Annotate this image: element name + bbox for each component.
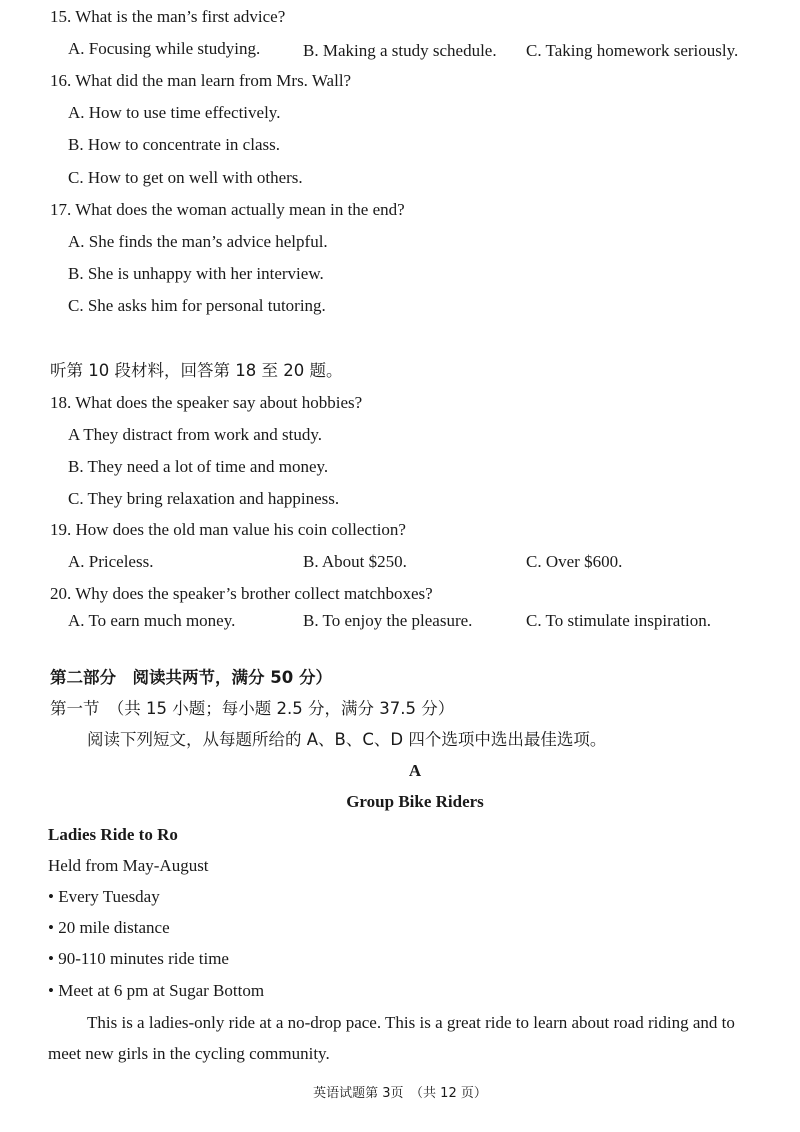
q18-option-c: C. They bring relaxation and happiness. bbox=[68, 489, 340, 508]
passage-label: A bbox=[408, 761, 422, 780]
q19-option-a: A. Priceless. bbox=[68, 552, 154, 571]
q15-option-a: A. Focusing while studying. bbox=[68, 39, 261, 58]
bullet-item: • Meet at 6 pm at Sugar Bottom bbox=[48, 981, 265, 1000]
q18-question: 18. What does the speaker say about hobbies? bbox=[50, 393, 363, 412]
part2-heading: 第二部分 阅读共两节，满分 50 分） bbox=[50, 668, 332, 687]
passage-body-line2: meet new girls in the cycling community. bbox=[48, 1044, 330, 1063]
section10-instruction: 听第 10 段材料，回答第 18 至 20 题。 bbox=[50, 361, 343, 380]
passage-body-line1: This is a ladies-only ride at a no-drop pace. This is a great ride to learn about road riding and to bbox=[87, 1013, 735, 1032]
passage-held: Held from May-August bbox=[48, 856, 209, 875]
q16-option-c: C. How to get on well with others. bbox=[68, 168, 303, 187]
bullet-item: • Every Tuesday bbox=[48, 887, 160, 906]
bullet-item: • 20 mile distance bbox=[48, 918, 170, 937]
q19-option-c: C. Over $600. bbox=[526, 552, 623, 571]
q16-option-a: A. How to use time effectively. bbox=[68, 103, 281, 122]
q15-option-b: B. Making a study schedule. bbox=[303, 41, 497, 60]
bullet-item: • 90-110 minutes ride time bbox=[48, 949, 229, 968]
passage-title: Group Bike Riders bbox=[346, 792, 484, 811]
q16-option-b: B. How to concentrate in class. bbox=[68, 135, 280, 154]
q17-question: 17. What does the woman actually mean in the end? bbox=[50, 200, 405, 219]
q17-option-b: B. She is unhappy with her interview. bbox=[68, 264, 324, 283]
passage-subtitle: Ladies Ride to Ro bbox=[48, 825, 178, 844]
q17-option-c: C. She asks him for personal tutoring. bbox=[68, 296, 326, 315]
q20-option-a: A. To earn much money. bbox=[68, 611, 236, 630]
q20-option-c: C. To stimulate inspiration. bbox=[526, 611, 712, 630]
q15-question: 15. What is the man’s first advice? bbox=[50, 7, 286, 26]
page-footer: 英语试题第 3页 （共 12 页） bbox=[313, 1086, 487, 1101]
q19-question: 19. How does the old man value his coin collection? bbox=[50, 520, 406, 539]
q18-option-a: A They distract from work and study. bbox=[68, 425, 323, 444]
reading-instruction: 阅读下列短文，从每题所给的 A、B、C、D 四个选项中选出最佳选项。 bbox=[87, 730, 607, 749]
q18-option-b: B. They need a lot of time and money. bbox=[68, 457, 329, 476]
q20-option-b: B. To enjoy the pleasure. bbox=[303, 611, 473, 630]
q20-question: 20. Why does the speaker’s brother collect matchboxes? bbox=[50, 584, 433, 603]
q16-question: 16. What did the man learn from Mrs. Wall? bbox=[50, 71, 352, 90]
section1-heading: 第一节 （共 15 小题；每小题 2.5 分，满分 37.5 分） bbox=[50, 699, 455, 718]
q19-option-b: B. About $250. bbox=[303, 552, 407, 571]
q17-option-a: A. She finds the man’s advice helpful. bbox=[68, 232, 328, 251]
q15-option-c: C. Taking homework seriously. bbox=[526, 41, 739, 60]
